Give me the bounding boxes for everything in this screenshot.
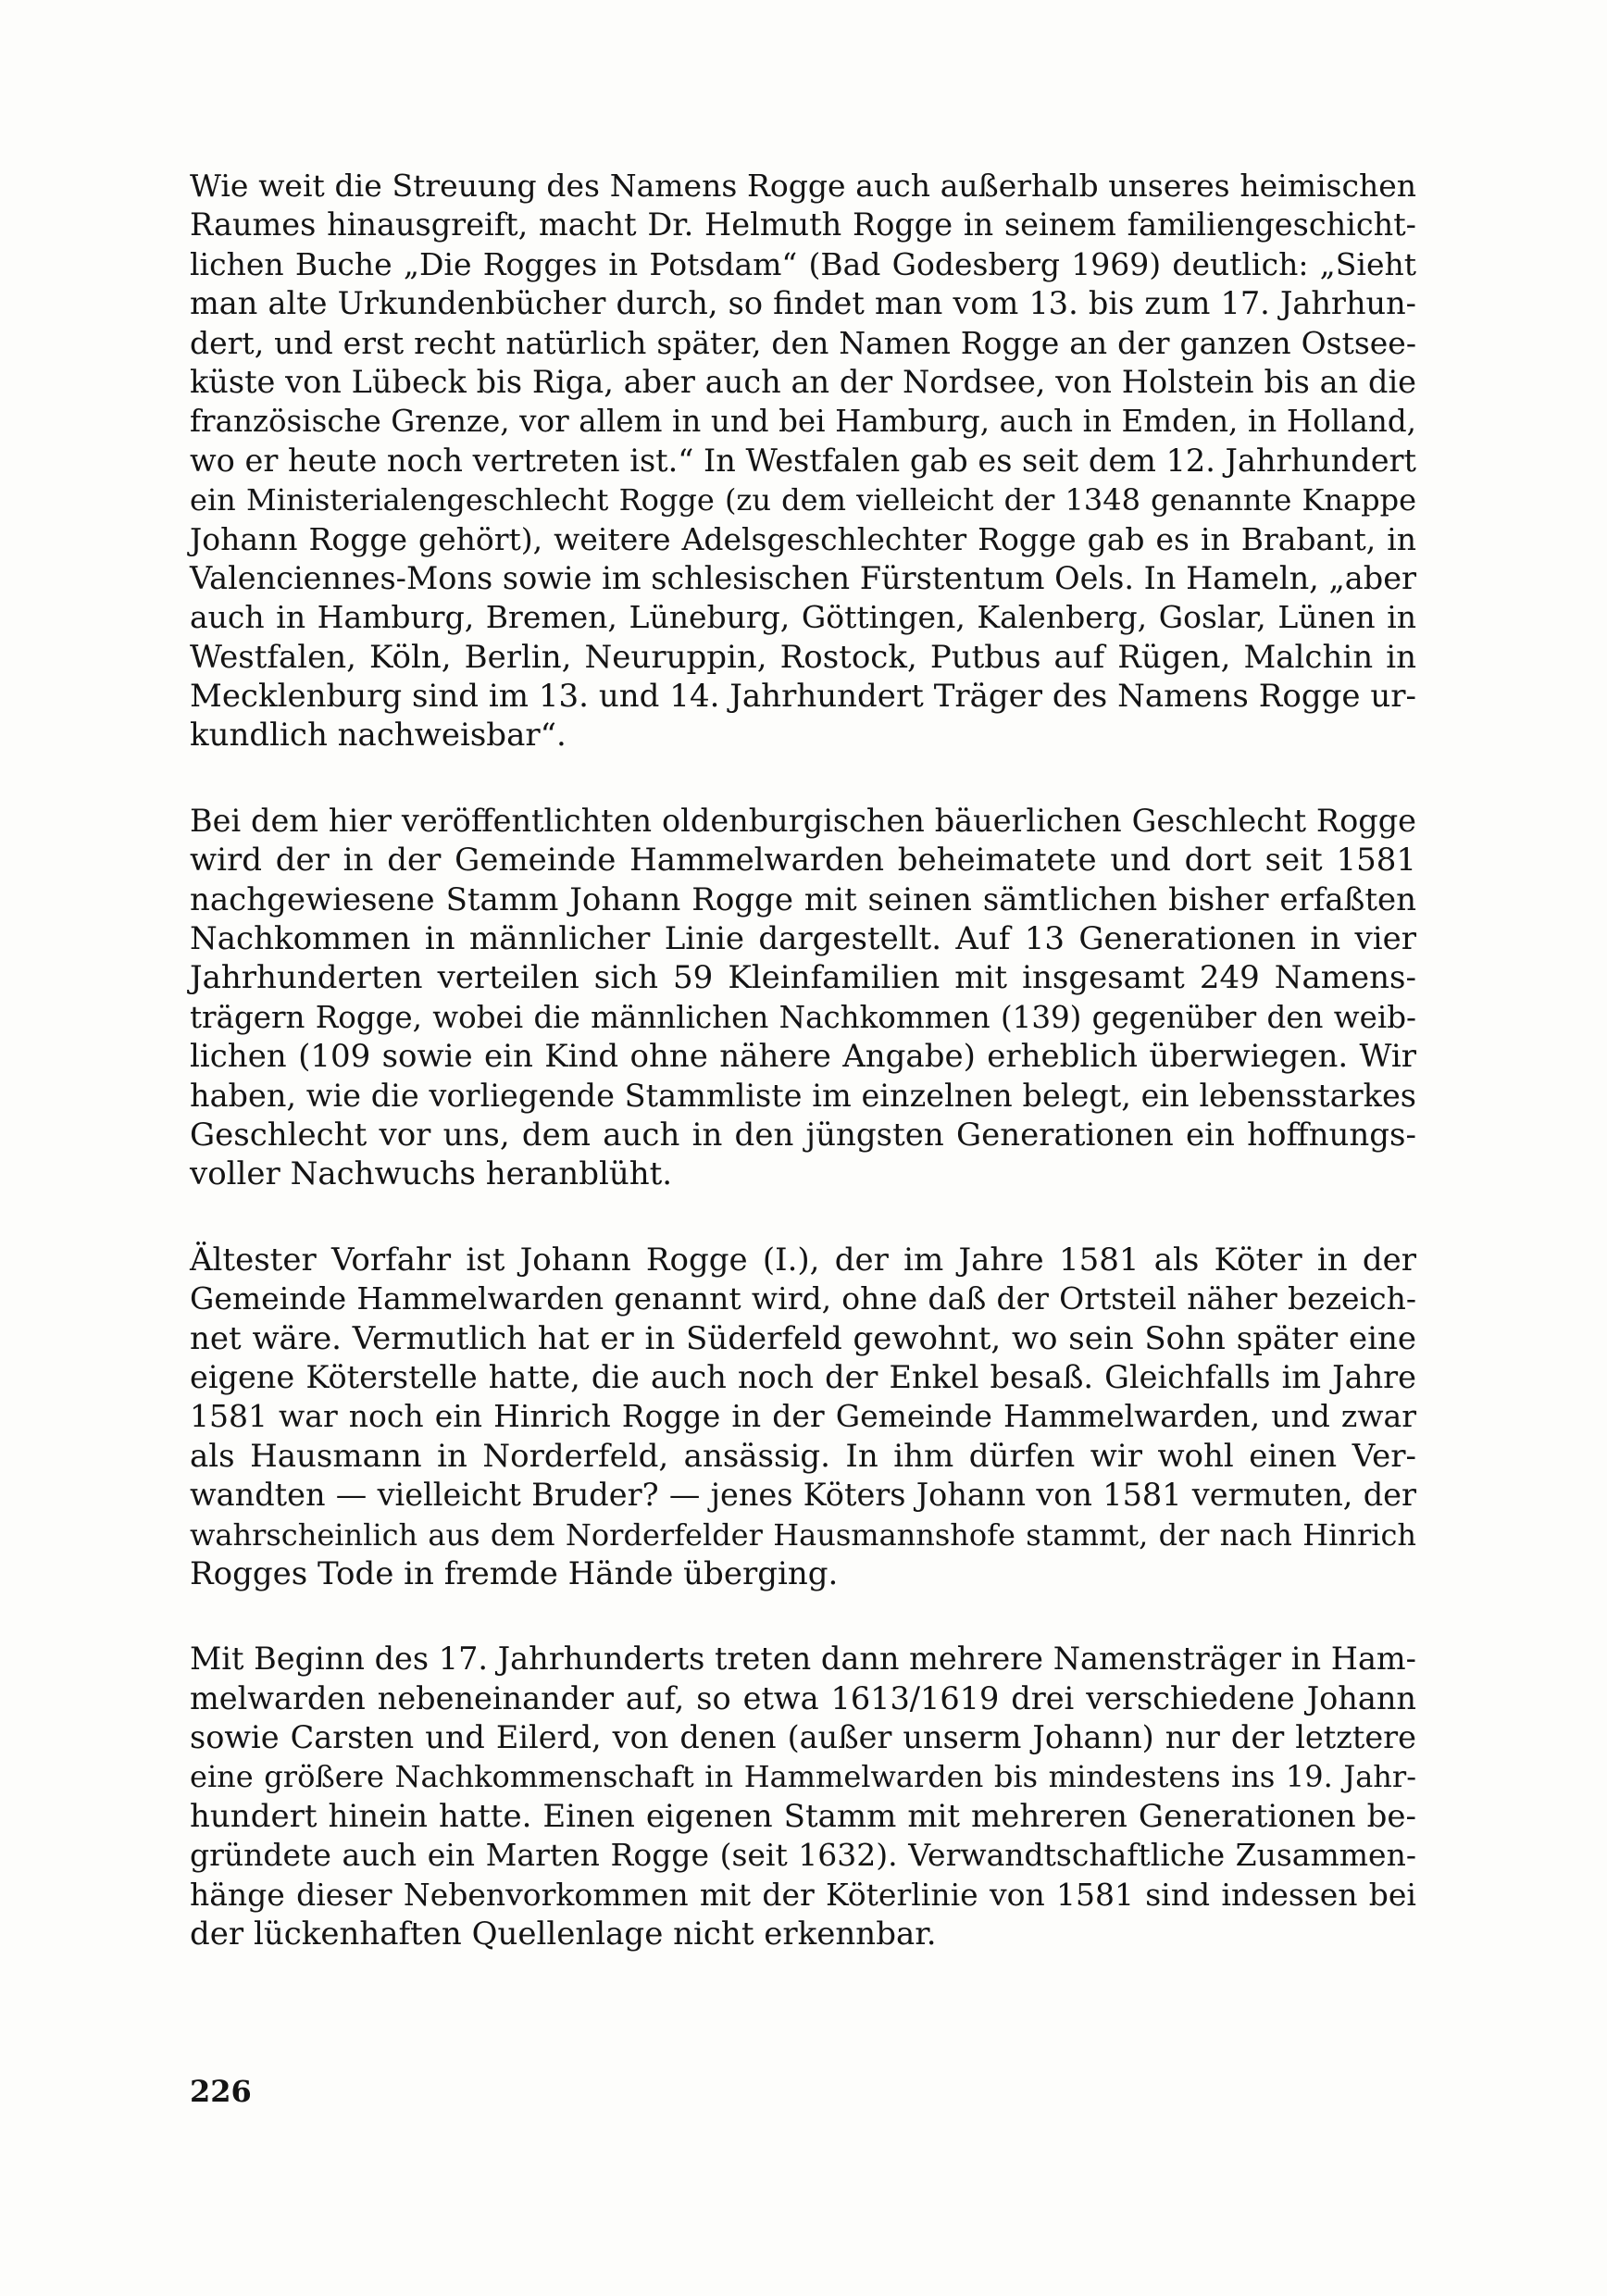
paragraph-3 [190, 1241, 1416, 1594]
text-line: Bei dem hier veröffentlichten oldenburgischen bäuerlichen Geschlecht Rogge [190, 802, 1416, 839]
paragraph-4 [190, 1640, 1416, 1953]
text-line: melwarden nebeneinander auf, so etwa 1613/1619 drei verschiedene Johann [190, 1679, 1416, 1716]
text-line: eigene Köterstelle hatte, die auch noch der Enkel besaß. Gleichfalls im Jahre [190, 1358, 1416, 1395]
text-line: dert, und erst recht natürlich später, den Namen Rogge an der ganzen Ostsee- [190, 324, 1416, 361]
text-line: Ältester Vorfahr ist Johann Rogge (I.), der im Jahre 1581 als Köter in der [190, 1241, 1416, 1279]
text-line: man alte Urkundenbücher durch, so findet man vom 13. bis zum 17. Jahrhun- [190, 285, 1416, 322]
text-line: wandten — vielleicht Bruder? — jenes Köters Johann von 1581 vermuten, der [190, 1477, 1416, 1514]
text-line: Gemeinde Hammelwarden genannt wird, ohne daß der Ortsteil näher bezeich- [190, 1280, 1416, 1317]
text-line: haben, wie die vorliegende Stammliste im einzelnen belegt, ein lebensstarkes [190, 1077, 1416, 1114]
text-line: Jahrhunderten verteilen sich 59 Kleinfamilien mit insgesamt 249 Namens- [190, 959, 1416, 997]
text-line: lichen Buche „Die Rogges in Potsdam“ (Bad Godesberg 1969) deutlich: „Sieht [190, 245, 1416, 282]
page-number: 226 [190, 2074, 252, 2109]
text-line: sowie Carsten und Eilerd, von denen (außer unserm Johann) nur der letztere [190, 1719, 1416, 1756]
text-line: Nachkommen in männlicher Linie dargestellt. Auf 13 Generationen in vier [190, 920, 1416, 958]
text-line: Valenciennes-Mons sowie im schlesischen Fürstentum Oels. In Hameln, „aber [190, 559, 1417, 596]
text-line: französische Grenze, vor allem in und bei Hamburg, auch in Emden, in Holland, [190, 404, 1416, 440]
text-line: wird der in der Gemeinde Hammelwarden beheimatete und dort seit 1581 [190, 842, 1416, 880]
text-line: trägern Rogge, wobei die männlichen Nachkommen (139) gegenüber den weib- [190, 999, 1416, 1035]
text-line: Rogges Tode in fremde Hände überging. [190, 1554, 839, 1592]
text-line: kundlich nachweisbar“. [190, 717, 567, 755]
text-line: Raumes hinausgreift, macht Dr. Helmuth Rogge in seinem familiengeschicht- [190, 206, 1416, 243]
text-line: auch in Hamburg, Bremen, Lüneburg, Göttingen, Kalenberg, Goslar, Lünen in [190, 599, 1416, 636]
paragraph-2 [190, 802, 1416, 1194]
text-line: 1581 war noch ein Hinrich Rogge in der Gemeinde Hammelwarden, und zwar [190, 1398, 1416, 1435]
paragraph-1 [190, 167, 1416, 755]
text-line: eine größere Nachkommenschaft in Hammelwarden bis mindestens ins 19. Jahr- [190, 1759, 1416, 1795]
text-line: Westfalen, Köln, Berlin, Neuruppin, Rostock, Putbus auf Rügen, Malchin in [190, 638, 1416, 676]
text-line: Johann Rogge gehört), weitere Adelsgeschlechter Rogge gab es in Brabant, in [190, 520, 1416, 557]
text-line: küste von Lübeck bis Riga, aber auch an der Nordsee, von Holstein bis an die [190, 363, 1416, 400]
text-line: Geschlecht vor uns, dem auch in den jüngsten Generationen ein hoffnungs- [190, 1116, 1416, 1154]
text-line: voller Nachwuchs heranblüht. [190, 1155, 673, 1193]
text-line: wahrscheinlich aus dem Norderfelder Hausmannshofe stammt, der nach Hinrich [190, 1516, 1416, 1553]
text-line: lichen (109 sowie ein Kind ohne nähere Angabe) erheblich überwiegen. Wir [190, 1038, 1416, 1076]
text-line: net wäre. Vermutlich hat er in Süderfeld gewohnt, wo sein Sohn später eine [190, 1319, 1416, 1357]
text-line: nachgewiesene Stamm Johann Rogge mit seinen sämtlichen bisher erfaßten [190, 880, 1416, 918]
text-line: ein Ministerialengeschlecht Rogge (zu dem vielleicht der 1348 genannte Knappe [190, 482, 1416, 518]
text-line: hundert hinein hatte. Einen eigenen Stamm mit mehreren Generationen be- [190, 1797, 1416, 1835]
text-line: als Hausmann in Norderfeld, ansässig. In ihm dürfen wir wohl einen Ver- [190, 1437, 1416, 1475]
text-line: wo er heute noch vertreten ist.“ In Westfalen gab es seit dem 12. Jahrhundert [190, 442, 1416, 479]
body-text [190, 167, 1416, 2000]
text-line: Wie weit die Streuung des Namens Rogge auch außerhalb unseres heimischen [190, 168, 1416, 204]
text-line: Mecklenburg sind im 13. und 14. Jahrhundert Träger des Namens Rogge ur- [190, 678, 1416, 716]
text-line: Mit Beginn des 17. Jahrhunderts treten dann mehrere Namensträger in Ham- [190, 1641, 1416, 1678]
text-line: hänge dieser Nebenvorkommen mit der Köterlinie von 1581 sind indessen bei [190, 1876, 1416, 1913]
text-line: gründete auch ein Marten Rogge (seit 1632). Verwandtschaftliche Zusammen- [190, 1837, 1416, 1874]
text-line: der lückenhaften Quellenlage nicht erkennbar. [190, 1915, 937, 1953]
